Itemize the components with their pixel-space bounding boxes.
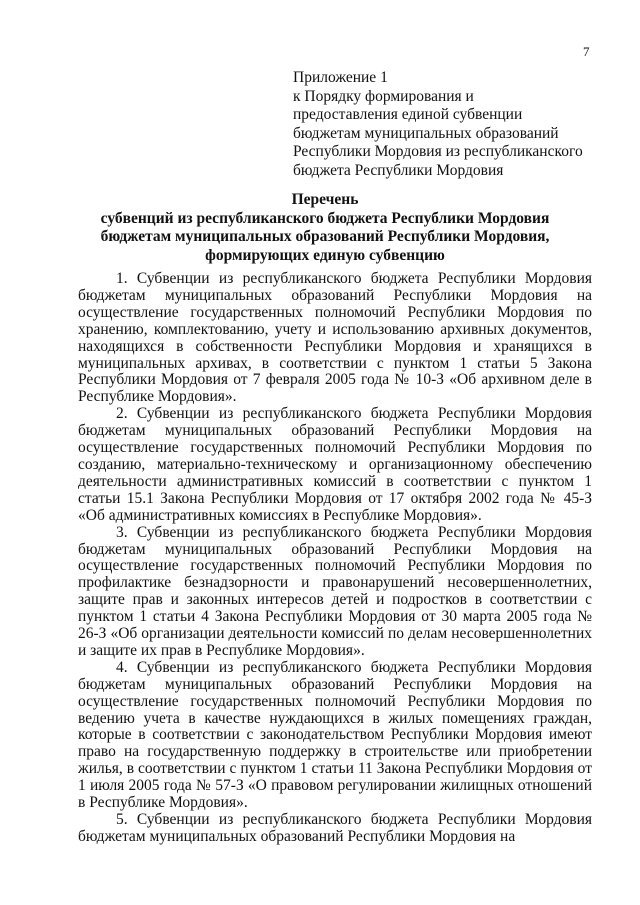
appendix-line: бюджета Республики Мордовия [293, 161, 504, 179]
list-item-4: 4. Субвенции из республиканского бюджета Республики Мордовия бюджетам муниципальных образований Республики Мордовия на осуществление государственных полномочий Республики Мордовия по ведению учета в качестве нуждающихся в жилых помещениях граждан, которые в соответствии с законодательством Республики Мордовия имеют право на государственную поддержку в строительстве или приобретении жилья, в соответствии с пунктом 1 статьи 11 Закона Республики Мордовия от 1 июля 2005 года № 57-З «О правовом регулировании жилищных отношений в Республике Мордовия». [78, 658, 592, 812]
appendix-line: к Порядку формирования и [293, 87, 474, 105]
appendix-line: Приложение 1 [293, 69, 388, 86]
document-body [78, 271, 592, 846]
appendix-line: бюджетам муниципальных образований [293, 124, 559, 142]
appendix-header [293, 69, 623, 181]
list-item-2: 2. Субвенции из республиканского бюджета Республики Мордовия бюджетам муниципальных образований Республики Мордовия на осуществление государственных полномочий Республики Мордовия по созданию, материально-техническому и организационному обеспечению деятельности административных комиссий в соответствии с пунктом 1 статьи 15.1 Закона Республики Мордовия от 17 октября 2002 года № 45-З «Об административных комиссиях в Республике Мордовия». [78, 405, 592, 524]
title-line: бюджетам муниципальных образований Республики Мордовия, [100, 228, 550, 246]
list-item-5: 5. Субвенции из республиканского бюджета Республики Мордовия бюджетам муниципальных образований Республики Мордовия на [78, 811, 592, 845]
title-line: субвенций из республиканского бюджета Республики Мордовия [100, 209, 550, 227]
document-title [60, 191, 590, 265]
list-item-1: 1. Субвенции из республиканского бюджета Республики Мордовия бюджетам муниципальных образований Республики Мордовия на осуществление государственных полномочий Республики Мордовия по хранению, комплектованию, учету и использованию архивных документов, находящихся в собственности Республики Мордовия и хранящихся в муниципальных архивах, в соответствии с пунктом 1 статьи 5 Закона Республики Мордовия от 7 февраля 2005 года № 10-З «Об архивном деле в Республике Мордовия». [78, 270, 592, 406]
title-line: Перечень [291, 191, 359, 208]
appendix-line: предоставления единой субвенции [293, 106, 523, 124]
title-line: формирующих единую субвенцию [205, 246, 445, 264]
page-number: 7 [583, 44, 590, 59]
list-item-3: 3. Субвенции из республиканского бюджета Республики Мордовия бюджетам муниципальных образований Республики Мордовия на осуществление государственных полномочий Республики Мордовия по профилактике безнадзорности и правонарушений несовершеннолетних, защите прав и законных интересов детей и подростков в соответствии с пунктом 1 статьи 4 Закона Республики Мордовия от 30 марта 2005 года № 26-З «Об организации деятельности комиссий по делам несовершеннолетних и защите их прав в Республике Мордовия». [78, 523, 592, 659]
appendix-line: Республики Мордовия из республиканского [293, 143, 583, 161]
